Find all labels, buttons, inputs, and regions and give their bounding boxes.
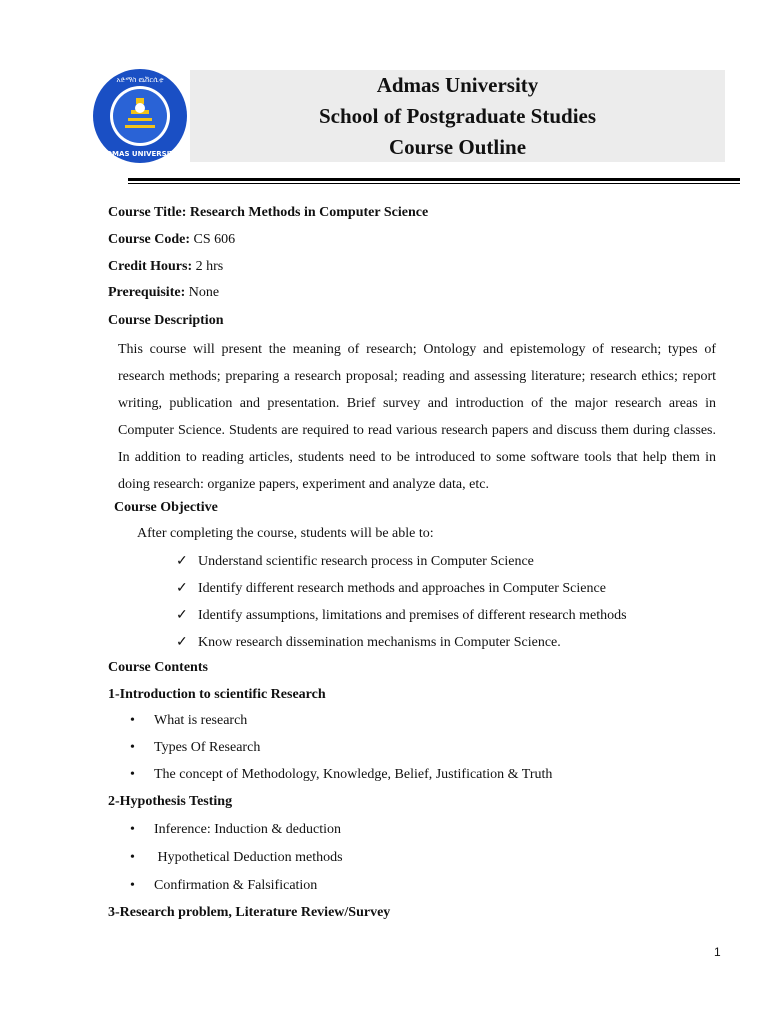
- header-divider-thin: [128, 183, 740, 184]
- contents-section-title: 2-Hypothesis Testing: [108, 794, 233, 809]
- checkmark-icon: ✓: [176, 581, 188, 596]
- list-item-text: What is research: [154, 713, 248, 728]
- bullet-icon: •: [130, 850, 135, 865]
- list-item: [130, 767, 552, 783]
- objective-intro: After completing the course, students will be able to:: [137, 526, 434, 541]
- list-item-text: The concept of Methodology, Knowledge, Belief, Justification & Truth: [154, 767, 553, 782]
- bullet-icon: •: [130, 822, 135, 837]
- objective-heading: Course Objective: [114, 500, 218, 515]
- list-item-text: Types Of Research: [154, 740, 261, 755]
- contents-heading: Course Contents: [108, 660, 208, 675]
- description-heading: Course Description: [108, 313, 224, 328]
- page-number: 1: [714, 945, 721, 959]
- checkmark-icon: ✓: [176, 635, 188, 650]
- checkmark-icon: ✓: [176, 554, 188, 569]
- header-divider-thick: [128, 178, 740, 181]
- header-title-box: [190, 70, 725, 162]
- list-item-text: Hypothetical Deduction methods: [154, 850, 343, 865]
- list-item-text: Confirmation & Falsification: [154, 878, 318, 893]
- logo-top-text: አድማስ ዩኒቨርሲቲ: [116, 76, 164, 84]
- objective-item-text: Know research dissemination mechanisms in Computer Science.: [198, 635, 561, 650]
- list-item: [130, 850, 343, 866]
- school-name: School of Postgraduate Studies: [318, 104, 597, 128]
- list-item-text: Inference: Induction & deduction: [154, 822, 341, 837]
- objective-item: [176, 553, 534, 570]
- bullet-icon: •: [130, 740, 135, 755]
- objective-item-text: Identify different research methods and approaches in Computer Science: [198, 581, 606, 596]
- course-code: Course Code: CS 606: [108, 232, 236, 247]
- credit-hours: Credit Hours: 2 hrs: [108, 259, 224, 274]
- bullet-icon: •: [130, 713, 135, 728]
- contents-section-title: 1-Introduction to scientific Research: [108, 687, 326, 702]
- objective-item-text: Understand scientific research process in Computer Science: [198, 554, 534, 569]
- contents-section-title: 3-Research problem, Literature Review/Survey: [108, 905, 391, 920]
- university-logo: [92, 68, 188, 164]
- prerequisite: Prerequisite: None: [108, 285, 220, 300]
- checkmark-icon: ✓: [176, 608, 188, 623]
- document-title: Course Outline: [388, 135, 527, 159]
- logo-text: ADMAS UNIVERSITY: [100, 150, 180, 158]
- list-item: [130, 878, 317, 894]
- course-description: This course will present the meaning of research; Ontology and epistemology of research; types of research methods; preparing a research proposal; reading and assessing literature; research ethics; report writing, publication and presentation. Brief survey and introduction of the major research areas in Computer Science. Students are required to read various research papers and discuss them during classes. In addition to reading articles, students need to be introduced to some software tools that help them in doing research: organize papers, experiment and analyze data, etc.: [118, 342, 716, 492]
- objective-item: [176, 580, 606, 597]
- objective-item: [176, 634, 561, 651]
- objective-item: [176, 607, 627, 624]
- list-item: [130, 740, 260, 756]
- objective-item-text: Identify assumptions, limitations and premises of different research methods: [198, 608, 627, 623]
- list-item: [130, 713, 247, 729]
- bullet-icon: •: [130, 878, 135, 893]
- university-name: Admas University: [376, 73, 539, 97]
- bullet-icon: •: [130, 767, 135, 782]
- course-title: Course Title: Research Methods in Computer Science: [108, 205, 429, 220]
- list-item: [130, 822, 341, 838]
